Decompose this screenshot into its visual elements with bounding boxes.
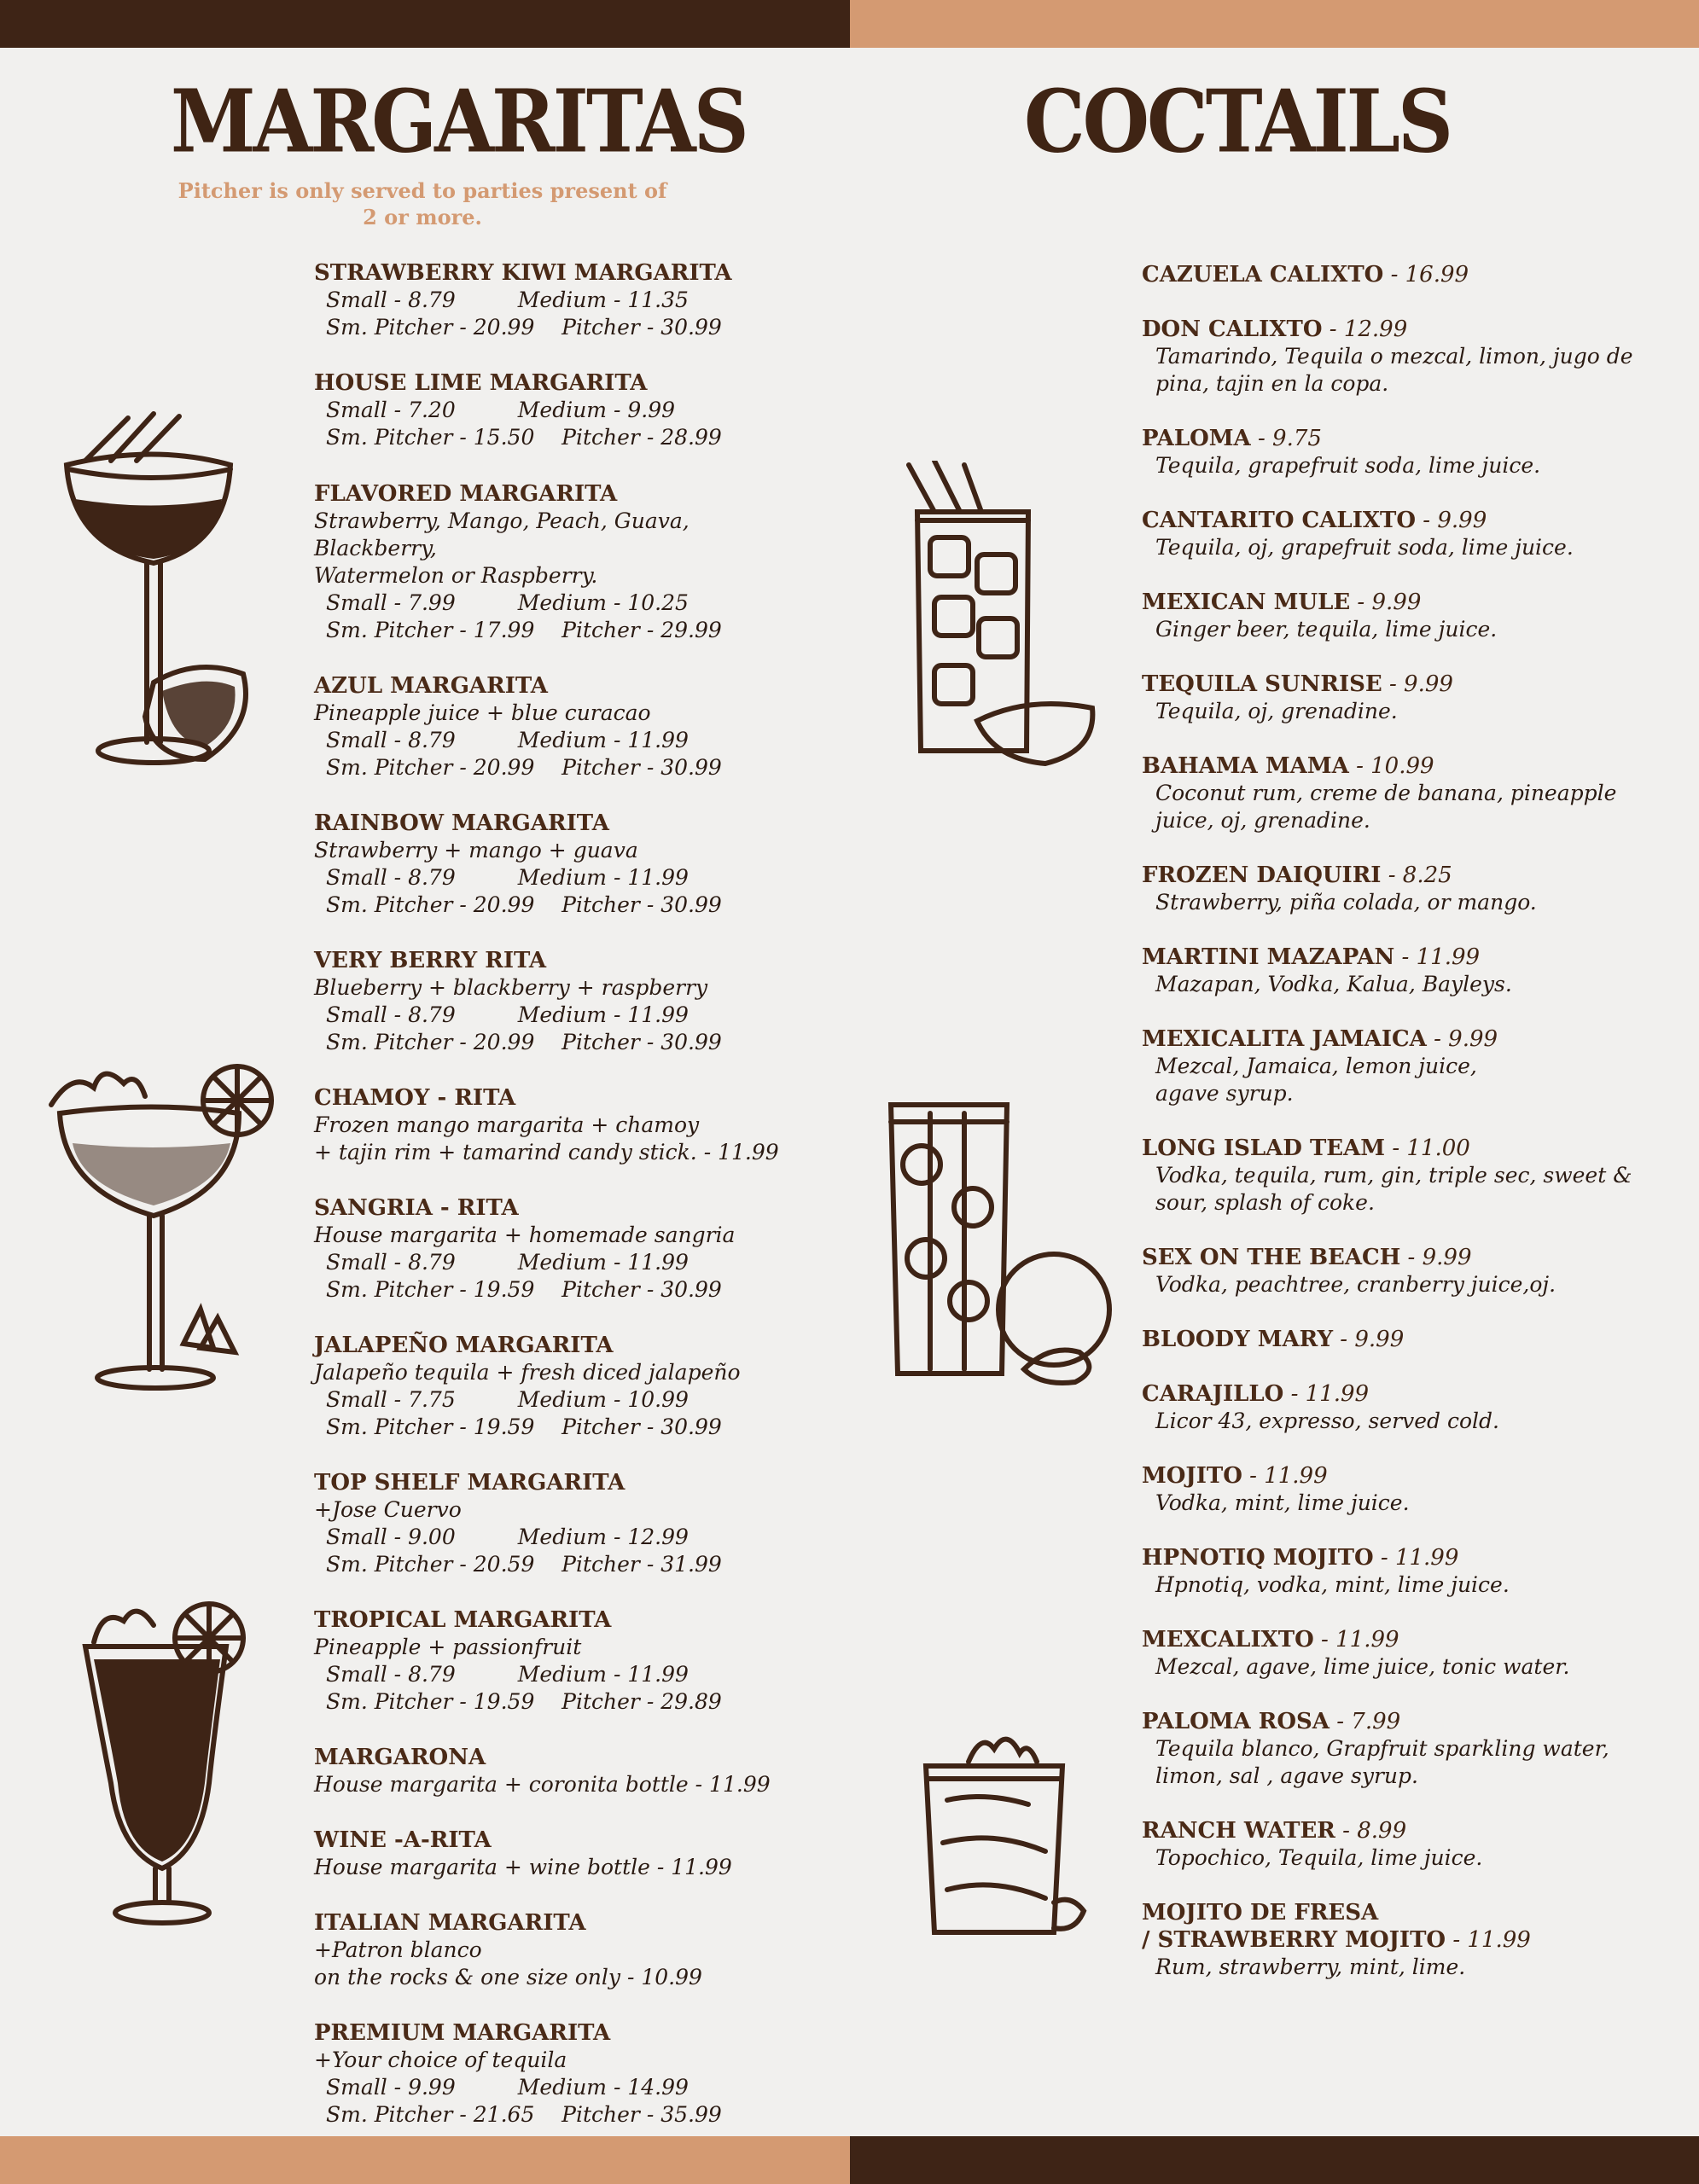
item-price: - 9.99: [1416, 508, 1487, 533]
price: Small - 8.79: [326, 1662, 456, 1687]
price: Sm. Pitcher - 19.59: [326, 1689, 535, 1714]
margarita-list: [314, 259, 817, 2157]
price: Pitcher - 30.99: [561, 755, 722, 780]
item-name: MEXCALIXTO: [1142, 1627, 1314, 1653]
item-price: - 7.99: [1329, 1709, 1401, 1734]
menu-item: [1142, 1025, 1654, 1107]
price: Sm. Pitcher - 20.99: [326, 755, 535, 780]
item-price: - 10.99: [1348, 753, 1434, 779]
price: Small - 7.75: [326, 1387, 456, 1412]
item-name-line: [1142, 425, 1654, 452]
price: Pitcher - 29.99: [561, 618, 722, 642]
price: Medium - 10.99: [517, 1387, 689, 1412]
pitcher-prices: [314, 314, 817, 341]
price: Medium - 9.99: [517, 398, 676, 422]
item-description: Frozen mango margarita + chamoy + tajin rim + tamarind candy stick. - 11.99: [314, 1112, 779, 1165]
highball-glass-icon: [879, 1096, 1118, 1386]
price: Medium - 11.99: [517, 865, 689, 890]
item-name-line: [1142, 1708, 1654, 1735]
item-description: Topochico, Tequila, lime juice.: [1155, 1845, 1483, 1870]
item-name-line: [1142, 261, 1654, 288]
item-price: - 9.99: [1382, 671, 1453, 697]
item-description: Vodka, tequila, rum, gin, triple sec, sweet & sour, splash of coke.: [1155, 1163, 1632, 1215]
item-name: MOJITO: [1142, 1463, 1242, 1489]
menu-item: [1142, 316, 1654, 398]
item-name: BAHAMA MAMA: [1142, 753, 1349, 779]
price: Sm. Pitcher - 15.50: [326, 425, 535, 450]
price: Sm. Pitcher - 19.59: [326, 1414, 535, 1439]
menu-item: [1142, 1380, 1654, 1435]
item-description: Tequila, oj, grenadine.: [1155, 699, 1398, 723]
item-name-line: [1142, 589, 1654, 616]
item-name: VERY BERRY RITA: [314, 948, 547, 973]
item-name: MOJITO DE FRESA: [1142, 1900, 1379, 1926]
item-name: TEQUILA SUNRISE: [1142, 671, 1382, 697]
price: Pitcher - 30.99: [561, 1414, 722, 1439]
item-name: CARAJILLO: [1142, 1381, 1284, 1407]
price: Medium - 11.99: [517, 728, 689, 752]
item-price: - 11.99: [1446, 1927, 1531, 1953]
pitcher-prices: [314, 754, 817, 781]
item-price: - 11.99: [1283, 1381, 1370, 1407]
size-prices: [314, 590, 817, 617]
price: Sm. Pitcher - 20.59: [326, 1552, 535, 1577]
item-name: AZUL MARGARITA: [314, 673, 548, 699]
price: Sm. Pitcher - 21.65: [326, 2102, 535, 2127]
menu-item: [1142, 1135, 1654, 1217]
item-description: Strawberry + mango + guava: [314, 838, 638, 863]
menu-item: [314, 259, 817, 341]
item-name: FLAVORED MARGARITA: [314, 481, 618, 507]
item-description: Hpnotiq, vodka, mint, lime juice.: [1155, 1572, 1510, 1597]
menu-item: [1142, 1899, 1654, 1981]
price: Pitcher - 30.99: [561, 892, 722, 917]
item-name: PREMIUM MARGARITA: [314, 2020, 611, 2046]
item-description: Blueberry + blackberry + raspberry: [314, 975, 708, 1000]
item-description: +Jose Cuervo: [314, 1497, 462, 1522]
price: Pitcher - 30.99: [561, 1277, 722, 1302]
item-name-line: [1142, 1025, 1654, 1053]
menu-item: [1142, 1544, 1654, 1599]
menu-item: [314, 1084, 817, 1166]
item-description: House margarita + coronita bottle - 11.99: [314, 1772, 771, 1797]
item-name-line: [1142, 1626, 1654, 1653]
item-description: Pineapple + passionfruit: [314, 1635, 582, 1659]
item-price: - 16.99: [1383, 262, 1469, 288]
item-name-line: [1142, 1462, 1654, 1490]
item-description: Jalapeño tequila + fresh diced jalapeño: [314, 1360, 741, 1385]
price: Sm. Pitcher - 19.59: [326, 1277, 535, 1302]
pitcher-prices: [314, 892, 817, 919]
item-name-alt: / STRAWBERRY MOJITO: [1142, 1927, 1446, 1953]
menu-item: [314, 2019, 817, 2129]
price: Pitcher - 31.99: [561, 1552, 722, 1577]
cocktails-title: COCTAILS: [1024, 71, 1451, 173]
item-price: - 9.99: [1426, 1026, 1498, 1052]
item-price: - 9.99: [1400, 1245, 1472, 1270]
menu-item: [1142, 507, 1654, 561]
size-prices: [314, 1002, 817, 1029]
item-name-line: [1142, 507, 1654, 534]
item-description: Strawberry, Mango, Peach, Guava, Blackberry, Watermelon or Raspberry.: [314, 508, 689, 588]
item-name-line: [1142, 671, 1654, 698]
item-name-cont: [1142, 1926, 1654, 1954]
menu-item: [1142, 589, 1654, 643]
item-description: Tequila, grapefruit soda, lime juice.: [1155, 453, 1541, 478]
price: Medium - 14.99: [517, 2075, 689, 2100]
price: Pitcher - 30.99: [561, 315, 722, 340]
item-name: MARTINI MAZAPAN: [1142, 944, 1395, 970]
size-prices: [314, 1661, 817, 1688]
menu-item: [314, 1194, 817, 1304]
price: Pitcher - 35.99: [561, 2102, 722, 2127]
item-price: - 9.99: [1333, 1327, 1405, 1352]
size-prices: [314, 2074, 817, 2101]
menu-item: [314, 1469, 817, 1578]
item-name: STRAWBERRY KIWI MARGARITA: [314, 260, 732, 286]
item-name: MEXICAN MULE: [1142, 590, 1351, 615]
menu-item: [1142, 1817, 1654, 1872]
item-description: Mezcal, agave, lime juice, tonic water.: [1155, 1654, 1570, 1679]
size-prices: [314, 1249, 817, 1276]
price: Small - 7.99: [326, 590, 456, 615]
top-left-band: [0, 0, 850, 48]
hurricane-glass-icon: [68, 1595, 265, 1937]
menu-item: [1142, 944, 1654, 998]
menu-item: [1142, 671, 1654, 725]
item-description: Rum, strawberry, mint, lime.: [1155, 1955, 1466, 1979]
item-name: RANCH WATER: [1142, 1818, 1335, 1844]
size-prices: [314, 397, 817, 424]
item-description: Mazapan, Vodka, Kalua, Bayleys.: [1155, 972, 1512, 996]
item-name: LONG ISLAD TEAM: [1142, 1136, 1386, 1161]
item-name: PALOMA: [1142, 426, 1251, 451]
menu-item: [314, 480, 817, 644]
menu-item: [1142, 1326, 1654, 1353]
price: Small - 9.00: [326, 1525, 456, 1549]
item-price: - 11.00: [1385, 1136, 1470, 1161]
menu-item: [1142, 752, 1654, 834]
pitcher-prices: [314, 424, 817, 451]
item-price: - 11.99: [1373, 1545, 1459, 1571]
item-name: MEXICALITA JAMAICA: [1142, 1026, 1427, 1052]
item-name-line: [1142, 1244, 1654, 1271]
item-name-line: [1142, 1899, 1654, 1954]
item-name: FROZEN DAIQUIRI: [1142, 863, 1382, 888]
cocktail-list: [1142, 261, 1654, 2008]
cocktail-glass-icon: [51, 401, 265, 776]
price: Small - 8.79: [326, 865, 456, 890]
menu-item: [314, 1744, 817, 1798]
item-name: ITALIAN MARGARITA: [314, 1910, 586, 1936]
top-right-band: [850, 0, 1699, 48]
item-name: JALAPEÑO MARGARITA: [314, 1333, 614, 1358]
item-name: MARGARONA: [314, 1745, 486, 1770]
item-name-line: [1142, 752, 1654, 780]
item-price: - 8.99: [1335, 1818, 1407, 1844]
item-price: - 11.99: [1313, 1627, 1399, 1653]
price: Pitcher - 28.99: [561, 425, 722, 450]
pitcher-note: Pitcher is only served to parties present of 2 or more.: [177, 178, 667, 229]
item-description: Licor 43, expresso, served cold.: [1155, 1409, 1499, 1433]
price: Small - 7.20: [326, 398, 456, 422]
price: Medium - 11.99: [517, 1002, 689, 1027]
item-name: SANGRIA - RITA: [314, 1195, 519, 1221]
item-description: House margarita + homemade sangria: [314, 1223, 736, 1247]
item-name: WINE -A-RITA: [314, 1827, 492, 1853]
menu-item: [1142, 425, 1654, 479]
bottom-right-band: [850, 2136, 1699, 2184]
item-description: Coconut rum, creme de banana, pineapple juice, oj, grenadine.: [1155, 781, 1617, 833]
item-name: PALOMA ROSA: [1142, 1709, 1330, 1734]
menu-item: [314, 1909, 817, 1991]
price: Medium - 11.99: [517, 1662, 689, 1687]
menu-item: [314, 947, 817, 1056]
item-name-line: [1142, 1326, 1654, 1353]
price: Small - 9.99: [326, 2075, 456, 2100]
price: Sm. Pitcher - 20.99: [326, 892, 535, 917]
pitcher-prices: [314, 617, 817, 644]
item-name-line: [1142, 1817, 1654, 1844]
menu-item: [1142, 1462, 1654, 1517]
item-description: Pineapple juice + blue curacao: [314, 700, 651, 725]
item-name: TOP SHELF MARGARITA: [314, 1470, 625, 1496]
price: Pitcher - 30.99: [561, 1030, 722, 1054]
pitcher-prices: [314, 1551, 817, 1578]
item-name-line: [1142, 316, 1654, 343]
price: Small - 8.79: [326, 1250, 456, 1275]
size-prices: [314, 864, 817, 892]
menu-item: [1142, 1244, 1654, 1298]
price: Sm. Pitcher - 17.99: [326, 618, 535, 642]
price: Medium - 11.99: [517, 1250, 689, 1275]
item-name: HOUSE LIME MARGARITA: [314, 370, 648, 396]
pitcher-prices: [314, 2101, 817, 2129]
menu-item: [1142, 1708, 1654, 1790]
item-description: Ginger beer, tequila, lime juice.: [1155, 617, 1498, 642]
item-description: Vodka, peachtree, cranberry juice,oj.: [1155, 1272, 1556, 1297]
menu-item: [1142, 862, 1654, 916]
item-description: Vodka, mint, lime juice.: [1155, 1490, 1410, 1515]
item-description: Tamarindo, Tequila o mezcal, limon, jugo de pina, tajin en la copa.: [1155, 344, 1633, 396]
tall-glass-icon: [900, 461, 1105, 768]
item-description: Mezcal, Jamaica, lemon juice, agave syrup.: [1155, 1054, 1477, 1106]
menu-item: [314, 369, 817, 451]
pitcher-prices: [314, 1029, 817, 1056]
item-price: - 11.99: [1242, 1463, 1328, 1489]
size-prices: [314, 1386, 817, 1414]
margarita-glass-icon: [34, 1062, 282, 1395]
item-name: TROPICAL MARGARITA: [314, 1607, 612, 1633]
item-name: HPNOTIQ MOJITO: [1142, 1545, 1374, 1571]
item-name: RAINBOW MARGARITA: [314, 810, 609, 836]
item-name: BLOODY MARY: [1142, 1327, 1334, 1352]
item-description: +Your choice of tequila: [314, 2048, 567, 2072]
item-price: - 8.25: [1381, 863, 1452, 888]
menu-item: [314, 1827, 817, 1881]
rocks-glass-icon: [917, 1732, 1088, 1941]
menu-item: [314, 810, 817, 919]
item-price: - 9.99: [1350, 590, 1422, 615]
item-name-line: [1142, 1135, 1654, 1162]
item-price: - 9.75: [1250, 426, 1322, 451]
pitcher-prices: [314, 1276, 817, 1304]
pitcher-prices: [314, 1688, 817, 1716]
price: Medium - 12.99: [517, 1525, 689, 1549]
item-name-line: [1142, 944, 1654, 971]
item-description: Strawberry, piña colada, or mango.: [1155, 890, 1537, 915]
menu-item: [314, 1332, 817, 1441]
item-name-line: [1142, 862, 1654, 889]
price: Medium - 10.25: [517, 590, 689, 615]
price: Sm. Pitcher - 20.99: [326, 1030, 535, 1054]
size-prices: [314, 287, 817, 314]
item-name: SEX ON THE BEACH: [1142, 1245, 1401, 1270]
margaritas-title: MARGARITAS: [171, 71, 747, 173]
item-name: DON CALIXTO: [1142, 317, 1323, 342]
size-prices: [314, 727, 817, 754]
item-description: Tequila, oj, grapefruit soda, lime juice.: [1155, 535, 1574, 560]
item-name: CHAMOY - RITA: [314, 1085, 516, 1111]
item-name: CAZUELA CALIXTO: [1142, 262, 1384, 288]
menu-item: [1142, 1626, 1654, 1681]
price: Medium - 11.35: [517, 288, 689, 312]
item-description: +Patron blanco on the rocks & one size only - 10.99: [314, 1937, 702, 1989]
item-description: House margarita + wine bottle - 11.99: [314, 1855, 732, 1879]
menu-item: [1142, 261, 1654, 288]
price: Pitcher - 29.89: [561, 1689, 722, 1714]
price: Small - 8.79: [326, 288, 456, 312]
price: Sm. Pitcher - 20.99: [326, 315, 535, 340]
item-name-line: [1142, 1544, 1654, 1571]
item-price: - 12.99: [1322, 317, 1408, 342]
size-prices: [314, 1524, 817, 1551]
price: Small - 8.79: [326, 728, 456, 752]
price: Small - 8.79: [326, 1002, 456, 1027]
item-name-line: [1142, 1380, 1654, 1408]
menu-item: [314, 1606, 817, 1716]
item-price: - 11.99: [1394, 944, 1481, 970]
item-description: Tequila blanco, Grapfruit sparkling water, limon, sal , agave syrup.: [1155, 1736, 1609, 1788]
menu-item: [314, 672, 817, 781]
pitcher-prices: [314, 1414, 817, 1441]
item-name: CANTARITO CALIXTO: [1142, 508, 1417, 533]
